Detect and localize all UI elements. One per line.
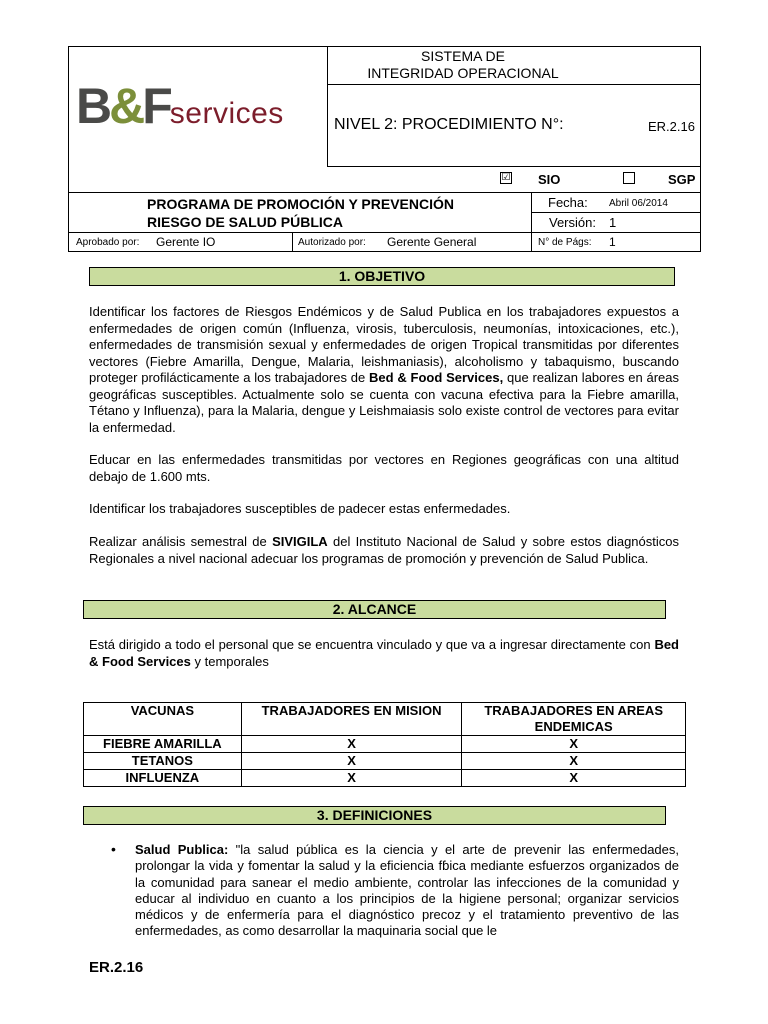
company-logo — [76, 80, 284, 132]
table-header-row — [84, 703, 686, 736]
objetivo-p3: Identificar los trabajadores susceptibles de padecer estas enfermedades. — [89, 501, 511, 516]
fecha-value: Abril 06/2014 — [609, 198, 668, 209]
header-divider-program — [68, 232, 701, 233]
autorizado-value: Gerente General — [387, 235, 477, 249]
logo-bf: B&F — [76, 78, 170, 134]
header-endemicas: TRABAJADORES EN AREAS ENDEMICAS — [462, 703, 686, 736]
section-objetivo: 1. OBJETIVO — [89, 267, 675, 286]
endemicas-mark: X — [462, 753, 686, 770]
level-label: NIVEL 2: PROCEDIMIENTO N°: — [334, 116, 564, 133]
header-divider-fecha — [531, 212, 701, 213]
pags-label: N° de Págs: — [538, 237, 592, 248]
version-label: Versión: — [549, 215, 596, 230]
alcance-p1-text-b: y temporales — [190, 653, 269, 669]
company-name: Bed & Food Services, — [369, 370, 504, 385]
pags-value: 1 — [609, 235, 616, 249]
logo-services: services — [169, 97, 284, 130]
sgp-checkbox[interactable] — [623, 172, 635, 184]
alcance-company: Bed & Food Services — [89, 637, 679, 669]
header-divider-system — [327, 84, 701, 85]
footer-code: ER.2.16 — [89, 959, 144, 976]
program-line1: PROGRAMA DE PROMOCIÓN Y PREVENCIÓN — [147, 196, 455, 212]
sgp-label: SGP — [668, 172, 696, 187]
header-mision: TRABAJADORES EN MISION — [241, 703, 462, 736]
mision-mark: X — [241, 770, 462, 787]
aprobado-label: Aprobado por: — [76, 237, 140, 248]
definicion-term: Salud Publica: — [135, 842, 229, 857]
vaccine-name: TETANOS — [84, 753, 242, 770]
system-line2: INTEGRIDAD OPERACIONAL — [367, 65, 559, 81]
alcance-p1-text-a: Está dirigido a todo el personal que se encuentra vinculado y que va a ingresar directamente con — [89, 637, 655, 652]
alcance-p1 — [89, 637, 679, 670]
sio-checkbox[interactable]: ☑ — [501, 172, 511, 183]
table-row — [84, 770, 686, 787]
system-title — [328, 48, 598, 82]
header-vacunas: VACUNAS — [84, 703, 242, 736]
mision-mark: X — [241, 753, 462, 770]
table-row — [84, 736, 686, 753]
mision-mark: X — [241, 736, 462, 753]
header-divider-fecha-col — [531, 192, 532, 252]
definicion-text: "la salud pública es la ciencia y el arte de prevenir las enfermedades, prolongar la vida y fomentar la salud y la eficiencia fɓica mediante esfuerzos organizados de la comunidad para sanear el medio ambiente, controlar las infecciones de la comunidad y educar al individuo en cuanto a los principios de la higiene personal; organizar servicios médicos y de enfermería para el diagnóstico precoz y el tratamiento preventivo de las enfermedades, as como desarrollar la maquinaria social que le — [135, 842, 679, 939]
version-value: 1 — [609, 215, 617, 230]
program-title — [147, 195, 454, 231]
objetivo-p4-text-b: del Instituto Nacional de Salud y sobre estos diagnósticos Regionales a nivel nacional adecuar los programas de promoción y prevención de Salud Publica. — [89, 534, 679, 566]
section-definiciones: 3. DEFINICIONES — [83, 806, 666, 825]
vaccine-name: FIEBRE AMARILLA — [84, 736, 242, 753]
endemicas-mark: X — [462, 770, 686, 787]
table-row — [84, 753, 686, 770]
endemicas-mark: X — [462, 736, 686, 753]
objetivo-p1-text-a: Identificar los factores de Riesgos Endémicos y de Salud Publica en los trabajadores expuestos a enfermedades de origen común (Influenza, virosis, tuberculosis, neumonías, intoxicaciones, etc.), enfermedades de transmisión sexual y enfermedades de origen Tropical transmitidas por diferentes vectores (Fiebre Amarilla, Dengue, Malaria, leishmaniasis), alcoholismo y tabaquismo, buscando proteger profilácticamente a los trabajadores de — [89, 304, 679, 385]
objetivo-p1 — [89, 304, 679, 436]
objetivo-p4-text-a: Realizar análisis semestral de — [89, 534, 273, 549]
procedure-code: ER.2.16 — [648, 119, 695, 134]
objetivo-p1-text-b: que realizan labores en áreas geográficas susceptibles. Actualmente solo se cuenta con vacuna efectiva para la Fiebre amarilla, Tétano y Influenza), para la Malaria, dengue y Leishmaiasis solo existe control de vectores para evitar la enfermedad. — [89, 370, 680, 435]
objetivo-p2: Educar en las enfermedades transmitidas por vectores en Regiones geográficas con una altitud debajo de 1.600 mts. — [89, 452, 679, 484]
program-line2: RIESGO DE SALUD PÚBLICA — [147, 214, 344, 230]
sio-label: SIO — [538, 172, 561, 187]
header-divider-level — [327, 166, 701, 167]
vaccine-name: INFLUENZA — [84, 770, 242, 787]
sivigila: SIVIGILA — [272, 534, 328, 549]
system-line1: SISTEMA DE — [420, 48, 506, 64]
fecha-label: Fecha: — [548, 195, 588, 210]
section-alcance: 2. ALCANCE — [83, 600, 666, 619]
objetivo-p4 — [89, 534, 679, 567]
aprobado-value: Gerente IO — [156, 235, 216, 249]
bullet: • — [111, 841, 116, 857]
header-divider-sio — [68, 192, 701, 193]
definicion-salud-publica — [135, 842, 679, 942]
autorizado-label: Autorizado por: — [298, 237, 366, 248]
header-divider-approved — [292, 232, 293, 252]
vaccine-table — [83, 702, 686, 787]
